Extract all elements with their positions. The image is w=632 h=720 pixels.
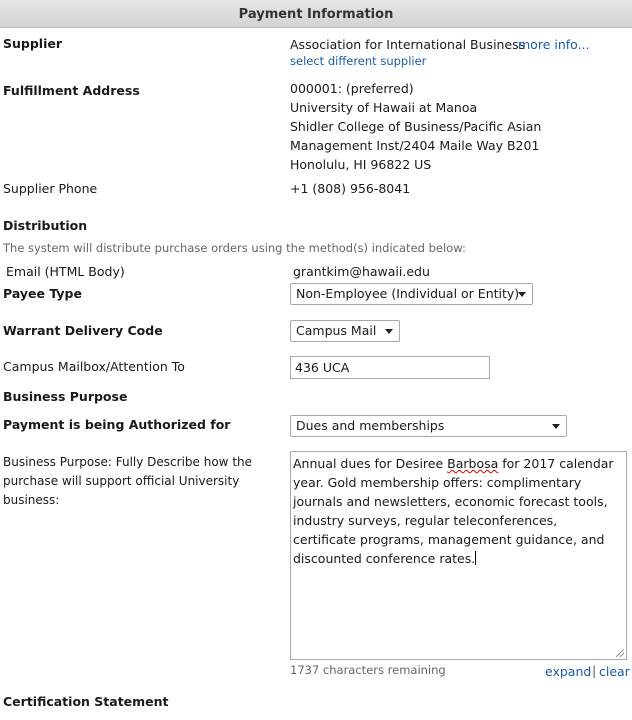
authorized-for-label: Payment is being Authorized for <box>3 417 231 432</box>
supplier-label: Supplier <box>3 36 63 51</box>
warrant-delivery-label: Warrant Delivery Code <box>3 323 163 338</box>
business-purpose-heading: Business Purpose <box>3 389 128 404</box>
address-line: Honolulu, HI 96822 US <box>290 157 432 172</box>
warrant-delivery-selected: Campus Mail <box>296 323 377 338</box>
section-title: Payment Information <box>238 7 394 22</box>
fulfillment-address-label: Fulfillment Address <box>3 83 140 98</box>
email-value: grantkim@hawaii.edu <box>293 264 430 279</box>
misspelled-word: Barbosa <box>447 456 499 471</box>
text-cursor <box>475 551 476 565</box>
chevron-down-icon <box>518 292 526 297</box>
business-purpose-description-label <box>3 453 252 510</box>
address-line: 000001: (preferred) <box>290 81 414 96</box>
payee-type-select[interactable] <box>290 283 533 305</box>
label-line: Business Purpose: Fully Describe how the <box>3 455 253 469</box>
authorized-for-selected: Dues and memberships <box>296 418 445 433</box>
campus-mailbox-label: Campus Mailbox/Attention To <box>3 359 185 374</box>
distribution-note: The system will distribute purchase orders using the method(s) indicated below: <box>3 241 466 255</box>
chars-remaining: 1737 characters remaining <box>290 663 446 677</box>
section-header <box>0 0 632 28</box>
label-line: business: <box>3 493 60 507</box>
address-line: Shidler College of Business/Pacific Asian <box>290 119 542 134</box>
authorized-for-select[interactable] <box>290 415 567 437</box>
supplier-phone-label: Supplier Phone <box>3 181 98 196</box>
more-info-link[interactable]: more info... <box>518 37 590 52</box>
supplier-phone-value: +1 (808) 956-8041 <box>290 181 411 196</box>
fulfillment-address <box>290 79 541 174</box>
label-line: purchase will support official University <box>3 474 240 488</box>
certification-heading: Certification Statement <box>3 694 169 709</box>
expand-link[interactable]: expand <box>545 664 592 679</box>
payee-type-label: Payee Type <box>3 286 82 301</box>
distribution-heading: Distribution <box>3 218 88 233</box>
warrant-delivery-select[interactable] <box>290 320 400 342</box>
resize-handle-icon[interactable] <box>616 649 624 657</box>
email-html-body-label: Email (HTML Body) <box>6 264 125 279</box>
link-separator: | <box>592 663 597 678</box>
chevron-down-icon <box>385 329 393 334</box>
business-purpose-textarea[interactable] <box>290 451 627 660</box>
select-different-supplier-link[interactable]: select different supplier <box>290 54 427 68</box>
textarea-text-rest: for 2017 calendar year. Gold membership offers: complimentary journals and newsletters, economic forecast tools, industry surveys, regular teleconferences, certificate programs, management guidance, and discounted conference rates. <box>293 456 614 566</box>
address-line: University of Hawaii at Manoa <box>290 100 478 115</box>
chevron-down-icon <box>552 424 560 429</box>
supplier-name: Association for International Business <box>290 37 526 52</box>
textarea-text: Annual dues for Desiree <box>293 456 448 471</box>
clear-link[interactable]: clear <box>599 664 630 679</box>
payee-type-selected: Non-Employee (Individual or Entity) <box>296 286 520 301</box>
address-line: Management Inst/2404 Maile Way B201 <box>290 138 540 153</box>
campus-mailbox-input[interactable]: 436 UCA <box>290 356 490 379</box>
